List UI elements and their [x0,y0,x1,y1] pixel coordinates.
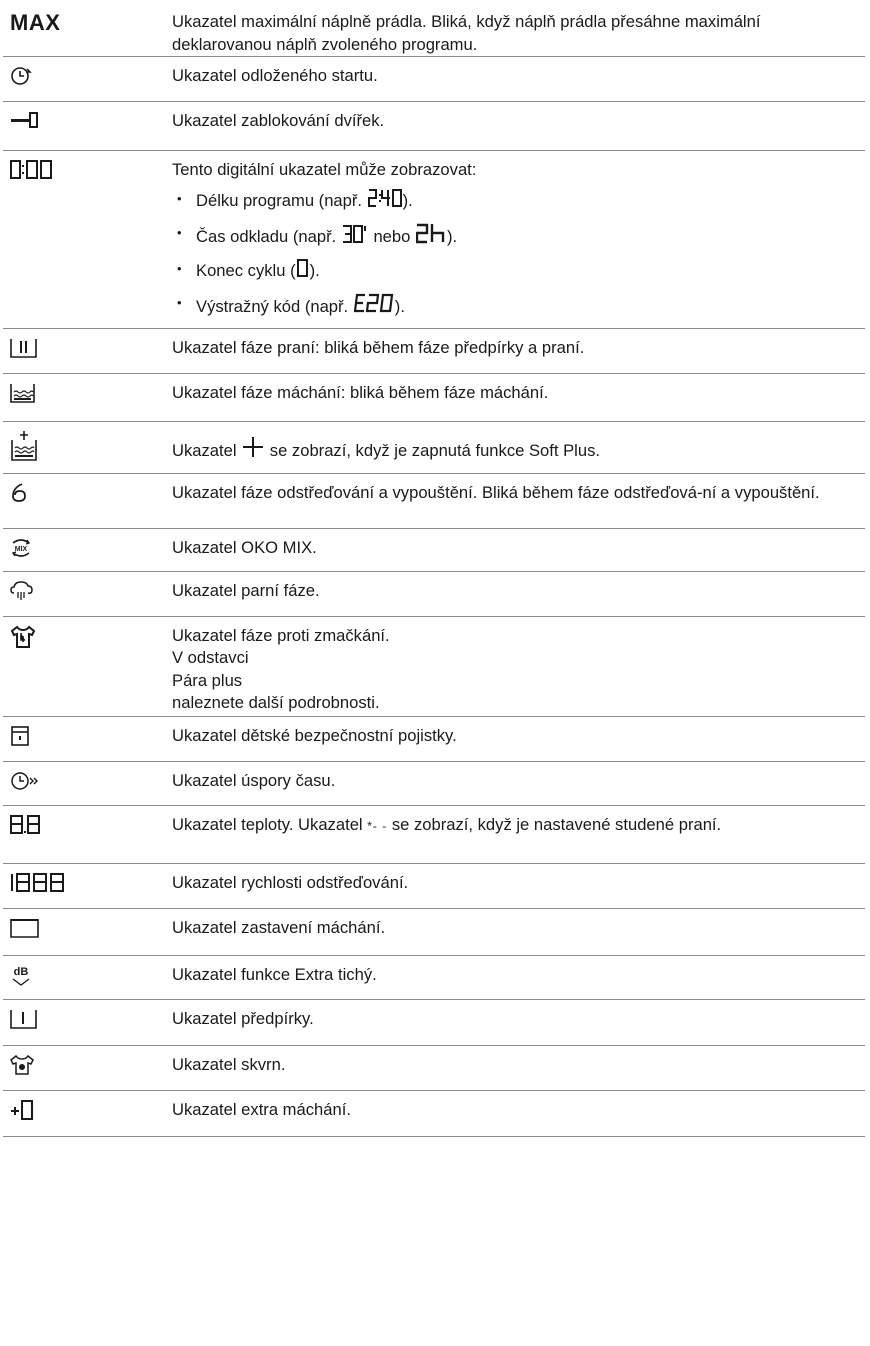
table-row [3,3,865,57]
row-description: Ukazatel zastavení máchání. [172,917,386,937]
example-program-length [368,188,402,214]
anti-crease-icon [10,625,36,656]
spin-phase-icon [10,482,30,511]
cold-wash-indicator: *- - [367,818,388,833]
indicator-table [3,3,865,1137]
table-row [3,908,865,955]
table-row [3,102,865,151]
rinse-hold-icon [10,917,40,946]
table-row [3,716,865,761]
steam-phase-icon [10,580,34,609]
example-alarm-code [354,292,394,320]
table-row [3,1045,865,1090]
table-row [3,1090,865,1136]
display-options-list [172,188,857,320]
list-item: • Čas odkladu (např. nebo ). [196,222,857,250]
extra-silent-icon [10,964,32,995]
row-description: Ukazatel maximální náplně prádla. Bliká, když náplň prádla přesáhne maximální deklarovanou náplň zvoleného programu. [172,12,761,54]
row-description: Ukazatel extra máchání. [172,1099,351,1119]
table-row [3,328,865,373]
table-row [3,373,865,421]
table-row [3,528,865,571]
row-description: Ukazatel fáze máchání: bliká během fáze máchání. [172,382,549,402]
row-description: Ukazatel úspory času. [172,770,336,790]
extra-rinse-icon [10,1099,36,1128]
row-description: Ukazatel skvrn. [172,1054,286,1074]
list-item: • Výstražný kód (např. ). [196,292,857,320]
example-delay-hours [416,222,446,250]
row-description: Ukazatel odloženého startu. [172,66,378,85]
row-description: Ukazatel funkce Extra tichý. [172,964,377,984]
table-row [3,761,865,805]
example-delay-minutes [342,224,368,250]
table-row [3,999,865,1045]
table-row [3,473,865,528]
soft-plus-icon [10,430,38,469]
display-intro: Tento digitální ukazatel může zobrazovat: [172,160,477,179]
svg-text:MIX: MIX [14,545,28,553]
example-end-cycle [297,258,309,284]
temperature-display-icon [10,814,42,843]
row-line: naleznete další podrobnosti. [172,693,380,712]
table-row [3,955,865,999]
wash-phase-icon [10,337,38,366]
list-item: • Konec cyklu ( ). [196,258,857,284]
table-row [3,571,865,616]
row-line: V odstavci [172,648,249,667]
row-description: Ukazatel předpírky. [172,1008,314,1028]
max-load-icon: MAX [10,10,61,35]
row-description: Ukazatel dětské bezpečnostní pojistky. [172,725,457,745]
stain-icon [10,1054,34,1083]
time-save-icon [10,770,40,799]
row-line: Ukazatel fáze proti zmačkání. [172,625,390,645]
spin-speed-display-icon [10,872,68,901]
row-description: Ukazatel rychlosti odstřeďování. [172,872,409,892]
table-row [3,57,865,102]
child-lock-icon [10,725,30,754]
row-description: Ukazatel parní fáze. [172,580,320,600]
row-description: Ukazatel fáze odstřeďování a vypouštění. Bliká během fáze odstřeďová-ní a vypouštění. [172,482,820,502]
table-row [3,151,865,329]
delay-start-icon [10,65,32,94]
digital-display-icon [10,159,54,188]
table-row [3,616,865,716]
table-row: Ukazatel se zobrazí, když je zapnutá funkce Soft Plus. [3,421,865,473]
row-description: Ukazatel zablokování dvířek. [172,111,385,130]
row-description: Ukazatel fáze praní: bliká během fáze předpírky a praní. [172,337,585,357]
door-lock-icon [10,110,40,137]
prewash-icon [10,1008,38,1037]
svg-text:dB: dB [13,965,29,978]
table-row: Ukazatel teploty. Ukazatel *- - se zobrazí, když je nastavené studené praní. [3,805,865,863]
plus-indicator-icon [242,436,264,465]
list-item: • Délku programu (např. ). [196,188,857,214]
rinse-phase-icon [10,382,36,411]
table-row [3,863,865,908]
row-line: Pára plus [172,670,243,690]
row-description: Ukazatel OKO MIX. [172,537,317,557]
oko-mix-icon [10,537,32,566]
